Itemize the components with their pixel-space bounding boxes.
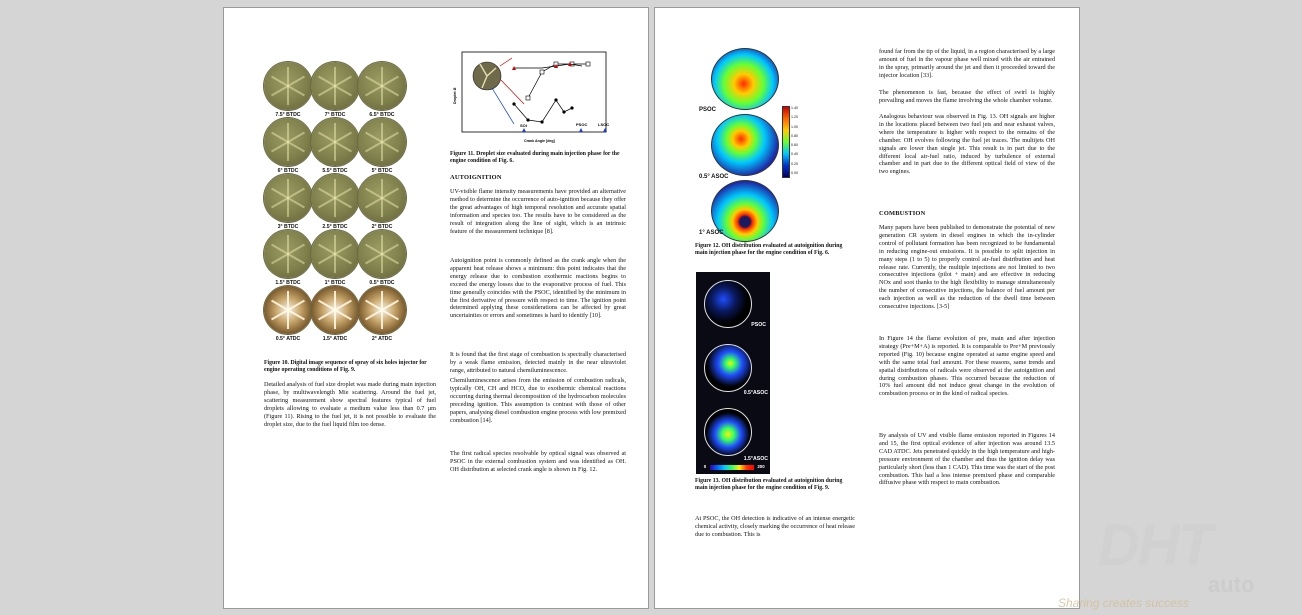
document-page-1 [224,8,648,608]
spray-frame-label: 2° ATDC [371,336,393,342]
combustion-paragraph-2: In Figure 14 the flame evolution of pre, main and after injection strategy (Pre+M+A) is reported. It is comparable to Pre+M previously reported (Fig. 10) because engine operated at same engine speed and with the same total fuel amount. For these reasons, same trends and spatial distributions of radicals were observed at the autoignition and during combustion phases. This occurred because the reduction of 10% fuel amount did not induce great change in the evolution of combustion process or in the kind of radical species. [879,335,1055,398]
oh-label-1-asoc: 1° ASOC [699,230,724,236]
spray-frame-image [311,286,359,334]
spray-jet [287,253,289,273]
oh-colorbar-ticks: 1.40 1.20 1.00 0.80 0.60 0.40 0.20 0.00 [791,106,798,176]
spray-jet [334,85,352,97]
spray-frame-image [311,62,359,110]
fig13-label-05-asoc: 0.5°ASOC [743,390,768,396]
spray-frame-label: 3° BTDC [277,224,299,230]
spray-jet [334,309,352,321]
spray-jet [381,309,399,321]
spray-jet [334,253,352,265]
spray-jet [287,309,289,329]
spray-frame-image [358,286,406,334]
spray-jet [287,85,305,97]
spray-jet [334,197,352,209]
spray-frame-label: 7° BTDC [324,112,346,118]
spray-frame-image [311,230,359,278]
spray-jet [334,197,336,217]
oh-map-05-asoc [711,114,779,176]
spray-frame-image [264,174,312,222]
spray-jet [381,141,383,161]
watermark-tagline: Sharing creates success [1058,596,1189,610]
spray-jet [287,85,289,105]
fig11-droplet-chart [452,50,612,150]
spray-jet [287,197,289,217]
watermark-brand: DHT [1098,513,1212,578]
spray-jet [334,141,352,153]
fig13-map-psoc [704,280,752,328]
droplet-paragraph: Detailed analysis of fuel size droplet was made during main injection phase, by multiwavelength Mie scattering. Around the fuel jet, scattering measurement show spectral features typical of fuel droplets allowing to evaluate a medium value less than 0.7 µm (Figure 11). Rising to the fuel jet, it is not possible to evaluate the droplet size, due to the fuel liquid film too dense. [264,381,436,428]
fig12-caption: Figure 12. OH distribution evaluated at autoignition during main injection phase for the engine condition of Fig. 6. [695,243,843,256]
spray-jet [334,141,336,161]
chart-ylabel: Droplet Ø [453,87,457,104]
fig13-image-strip [696,272,770,474]
spray-frame-label: 0.5° ATDC [275,336,301,342]
oh-colorbar [782,106,790,178]
spray-frame-image [358,230,406,278]
fig10-caption: Figure 10. Digital image sequence of spray of six holes injector for engine operating conditions of Fig. 9. [264,360,427,373]
spray-frame-label: 1.5° ATDC [322,336,348,342]
autoignition-paragraph-3: It is found that the first stage of combustion is spectrally characterised by a weak flame emission, detected mainly in the near ultraviolet range, attributed to natural chemiluminescence. [450,351,626,374]
spray-frame-label: 5.5° BTDC [322,168,348,174]
right-paragraph-1: found far from the tip of the liquid, in a region characterised by a large amount of fuel in the vapour phase well mixed with the air entrained in the spray, primarily around the jet and then it proceeded toward the injector location [33]. [879,48,1055,79]
fig13-map-15-asoc [704,408,752,456]
spray-frame-label: 6.5° BTDC [369,112,395,118]
oh-map-psoc [711,48,779,110]
spray-jet [381,85,383,105]
fig11-caption: Figure 11. Droplet size evaluated during main injection phase for the engine condition of Fig. 6. [450,151,620,164]
spray-frame-image [264,118,312,166]
spray-frame-image [358,174,406,222]
autoignition-paragraph-5: The first radical species resolvable by optical signal was observed at PSOC in the external combustion system and was identified as OH. OH distribution at selected crank angle is shown in Fig. 12. [450,450,626,473]
watermark-logo [1058,512,1298,612]
spray-frame-image [311,174,359,222]
chart-mark-lsoc: LSOC [598,122,610,127]
spray-jet [334,253,336,273]
spray-frame-image [264,286,312,334]
spray-jet [381,197,399,209]
spray-frame-label: 2.5° BTDC [322,224,348,230]
right-paragraph-3: Analogous behaviour was observed in Fig. 13. OH signals are higher in the locations placed between two fuel jets and near exhaust valves, where the temperature is higher with respect to the remains of the chamber. OH evolves following the fuel jet traces. The multijets OH signals are lower than single jet. This result is in part due to the different local air-fuel ratio, induced by turbulence of external chamber and in part due to the different optical field of view of the two engines. [879,113,1055,176]
autoignition-paragraph-2: Autoignition point is commonly defined as the crank angle when the apparent heat release shows a minimum: this point indicates that the energy release due to combustion exothermic reactions begins to exceed the energy losses due to the evaporative process of fuel. This time generally coincides with the PSOC, identified by the minimum in the first derivative of pressure with respect to time. The ignition point determined applying these considerations can be affected by great uncertainties or errors and sometimes is hard to identify [10]. [450,257,626,320]
spray-frame-image [358,118,406,166]
spray-jet [334,85,336,105]
spray-frame-image [264,62,312,110]
spray-jet [334,309,336,329]
spray-frame-label: 1.5° BTDC [275,280,301,286]
combustion-paragraph-3: By analysis of UV and visible flame emission reported in Figures 14 and 15, the first optical evidence of after injection was around 13.5 CAD ATDC. Jets penetrated quickly in the high temperature and high-pressure environment of the chamber and thus the ignition delay was particularly short (less than 1 CAD). This time was the start of the post combustion. This had a less intense premixed phase and comparable diffusive phase with respect to main combustion. [879,432,1055,487]
spray-frame-image [264,230,312,278]
oh-label-05-asoc: 0.5° ASOC [699,174,729,180]
fig13-map-05-asoc [704,344,752,392]
oh-label-psoc: PSOC [699,107,717,113]
spray-frame-label: 7.5° BTDC [275,112,301,118]
fig13-label-psoc: PSOC [751,322,766,328]
spray-jet [287,197,305,209]
chart-mark-psoc: PSOC [576,122,588,127]
spray-frame-label: 6° BTDC [277,168,299,174]
spray-frame-image [311,118,359,166]
combustion-paragraph-1: Many papers have been published to demonstrate the potential of new generation CR system in diesel engines in which the in-cylinder control of pollutant formation has been recognized to be fundamental in reducing engine-out emissions. It is possible to split injection in many steps (1 to 5) to properly control air-fuel distribution and heat release rate. Currently, the multiple injections are not limited to two consecutive injections (pilot + main) and are effective in reducing NOx and soot thanks to the high flexibility to manage simultaneously the number of consecutive injections, the balance of fuel amount per each injection as well as the reduction of the dwell time between consecutive injections. [3-5] [879,224,1055,311]
spray-jet [287,309,305,321]
spray-frame-image [358,62,406,110]
right-paragraph-2: The phenomenon is fast, because the effect of swirl is highly prevailing and moves the flame involving the whole chamber volume. [879,89,1055,104]
spray-jet [381,197,383,217]
watermark-brand-auto: auto [1208,572,1255,597]
combustion-heading: COMBUSTION [879,210,926,217]
fig13-colorbar [710,465,754,470]
spray-frame-label: 0.5° BTDC [369,280,395,286]
spray-frame-label: 5° BTDC [371,168,393,174]
spray-jet [287,253,305,265]
autoignition-paragraph-1: UV-visible flame intensity measurements have provided an alternative method to determine the occurrence of auto-ignition because they offer the great advantages of high temporal resolution and accurate spatial information and species too. The results have to be considered as the result of integration along the line of sight, which is an intrinsic feature of the measurement technique [8]. [450,188,626,235]
chart-mark-soi: SOI [520,123,527,128]
fig13-scale-min: 0 [703,464,707,469]
fig13-scale-max: 200 [757,464,765,469]
chart-xlabel: Crank Angle [deg] [524,139,555,143]
spray-jet [381,85,399,97]
spray-jet [381,141,399,153]
spray-jet [381,253,383,273]
spray-jet [381,309,383,329]
spray-jet [287,141,289,161]
document-page-2 [655,8,1079,608]
psoc-paragraph: At PSOC, the OH detection is indicative of an intense energetic chemical activity, closely marking the occurrence of heat release due to combustion. This is [695,515,855,538]
autoignition-paragraph-4: Chemiluminescence arises from the emission of combustion radicals, typically OH, CH and HCO, due to exothermic chemical reactions occurring during thermal decomposition of the hydrocarbon molecules preceding ignition. This assumption is contrast with those of other papers, analysing diesel combustion engine process with low premixed combustion [14]. [450,377,626,424]
spray-frame-label: 2° BTDC [371,224,393,230]
autoignition-heading: AUTOIGNITION [450,174,502,181]
spray-jet [381,253,399,265]
spray-frame-label: 1° BTDC [324,280,346,286]
fig13-label-15-asoc: 1.5°ASOC [743,456,768,462]
fig13-caption: Figure 13. OH distribution evaluated at autoignition during main injection phase for the engine condition of Fig. 9. [695,478,843,491]
spray-jet [287,141,305,153]
